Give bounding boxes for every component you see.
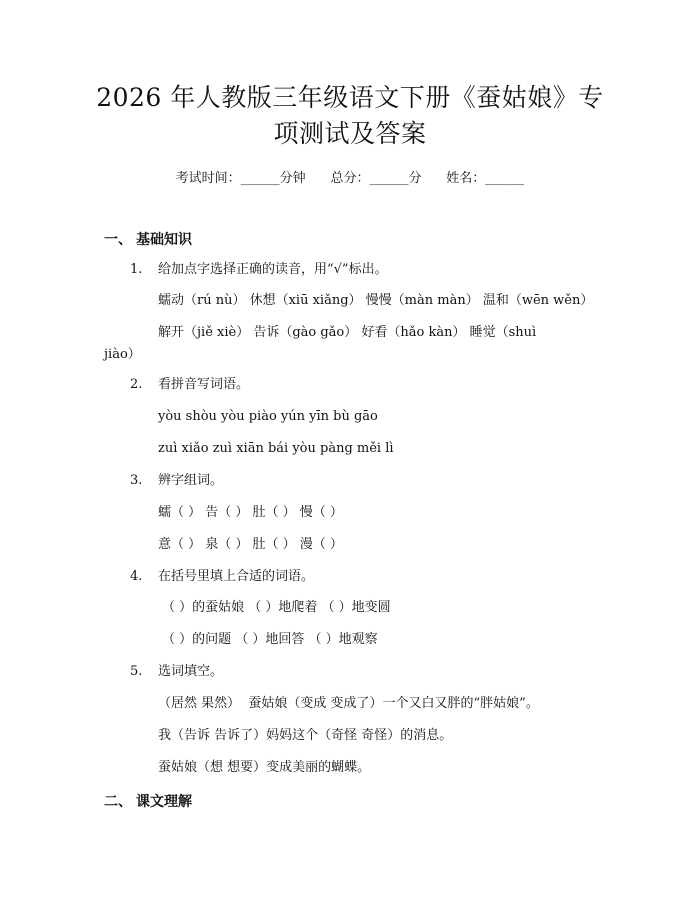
q5-row-1: （居然 果然） 蚕姑娘（变成 变成了）一个又白又胖的“胖姑娘”。 [158, 696, 539, 711]
question-prompt-4: 在括号里填上合适的词语。 [158, 569, 315, 584]
q5-row-2: 我（告诉 告诉了）妈妈这个（奇怪 奇怪）的消息。 [158, 728, 453, 743]
q1-row-1: 蠕动（rú nù） 休想（xiū xiǎng） 慢慢（màn màn） 温和（wēn wěn） [158, 293, 594, 308]
section-title: 基础知识 [136, 232, 192, 248]
page-title [60, 80, 640, 152]
q3-row-2: 意（ ） 泉（ ） 肚（ ） 漫（ ） [158, 537, 343, 552]
q3-row-1: 蠕（ ） 告（ ） 肚（ ） 慢（ ） [158, 505, 343, 520]
section-heading-2 [104, 792, 192, 812]
question-prompt-1: 给加点字选择正确的读音，用“√”标出。 [158, 262, 388, 277]
section-number: 一、 [104, 232, 132, 248]
exam-meta [0, 170, 700, 188]
question-prompt-5: 选词填空。 [158, 664, 224, 679]
question-number-4: 4. [130, 569, 143, 584]
question-number-2: 2. [130, 377, 143, 392]
section-heading-1 [104, 230, 192, 250]
exam-time: 考试时间：______分钟 [175, 171, 306, 186]
title-line-1: 2026 年人教版三年级语文下册《蚕姑娘》专 [96, 83, 604, 112]
exam-total-score: 总分：______分 [330, 171, 422, 186]
title-line-2: 项测试及答案 [273, 119, 427, 148]
q5-row-3: 蚕姑娘（想 想要）变成美丽的蝴蝶。 [158, 760, 371, 775]
question-number-1: 1. [130, 262, 143, 277]
section-title: 课文理解 [136, 794, 192, 810]
section-number: 二、 [104, 794, 132, 810]
q4-row-2: （ ）的问题 （ ）地回答 （ ）地观察 [162, 632, 378, 647]
question-prompt-2: 看拼音写词语。 [158, 377, 250, 392]
q2-row-2: zuì xiǎo zuì xiān bái yòu pàng měi lì [158, 441, 394, 456]
q2-row-1: yòu shòu yòu piào yún yīn bù gāo [158, 409, 378, 424]
q1-row-2: 解开（jiě xiè） 告诉（gào gǎo） 好看（hǎo kàn） 睡觉（shuì [158, 325, 537, 340]
exam-name: 姓名：______ [446, 171, 525, 186]
question-number-5: 5. [130, 664, 143, 679]
q1-row-2-wrap: jiào） [104, 347, 141, 362]
q4-row-1: （ ）的蚕姑娘 （ ）地爬着 （ ）地变圆 [162, 600, 391, 615]
question-prompt-3: 辨字组词。 [158, 473, 224, 488]
question-number-3: 3. [130, 473, 143, 488]
